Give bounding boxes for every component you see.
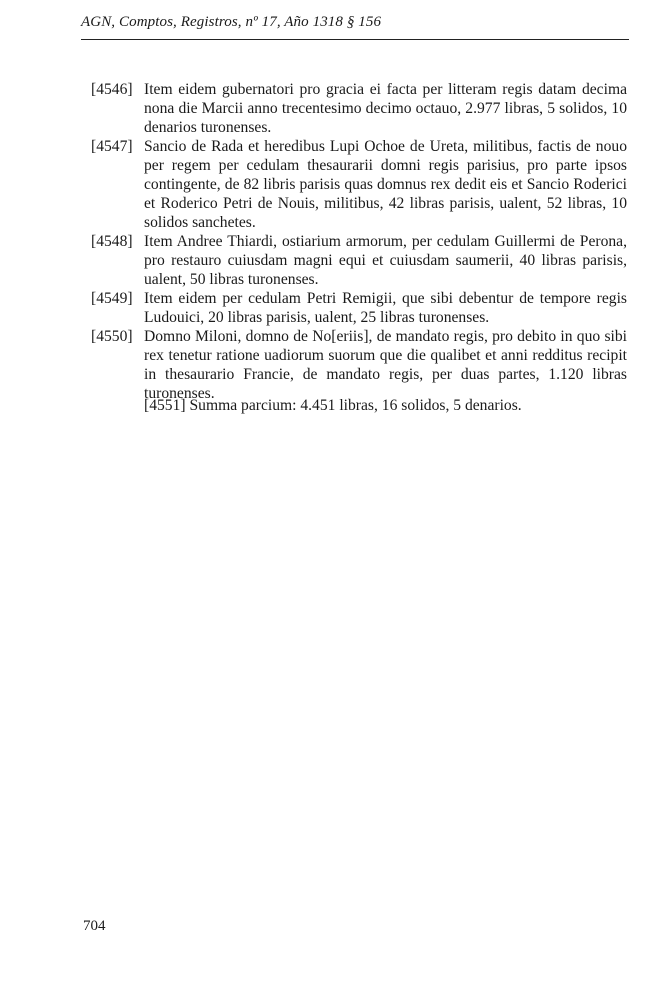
entry-text: Item Andree Thiardi, ostiarium armorum, per cedulam Guillermi de Perona, pro restauro cuiusdam magni equi et cuiusdam saumerii, 40 libras parisis, ualent, 50 libras turonenses. [144,233,627,288]
entry-text: Item eidem gubernatori pro gracia ei facta per litteram regis datam decima nona die Marcii anno trecentesimo decimo octauo, 2.977 libras, 5 solidos, 10 denarios turonenses. [144,81,627,136]
summa-total [144,396,522,415]
summa-number: [4551] [144,397,186,414]
entry-4550 [91,327,627,403]
entry-number: [4550] [91,328,133,345]
entry-4548 [91,232,627,289]
entry-4547 [91,137,627,232]
entry-number: [4546] [91,81,133,98]
entry-4546 [91,80,627,137]
header-rule [81,39,629,40]
page-number: 704 [83,918,106,934]
entry-text: Item eidem per cedulam Petri Remigii, que sibi debentur de tempore regis Ludouici, 20 libras parisis, ualent, 25 libras turonenses. [144,290,627,326]
entry-number: [4549] [91,290,133,307]
entry-text: Domno Miloni, domno de No[eriis], de mandato regis, pro debito in quo sibi rex tenetur ratione uadiorum suorum que die qualibet et anni redditus recipit in thesaurario Francie, de mandato regis, per duas partes, 1.120 libras turonenses. [144,328,627,402]
entry-number: [4547] [91,138,133,155]
entry-number: [4548] [91,233,133,250]
entries-list [91,80,627,403]
entry-text: Sancio de Rada et heredibus Lupi Ochoe de Ureta, militibus, factis de nouo per regem per cedulam thesaurarii domni regis parisius, pro parte ipsos contingente, de 82 libris parisis quas domnus rex dedit eis et Sancio Roderici et Roderico Petri de Nouis, militibus, 42 libras parisis, ualent, 52 libras, 10 solidos sanchetes. [144,138,627,231]
entry-4549 [91,289,627,327]
summa-text: Summa parcium: 4.451 libras, 16 solidos, 5 denarios. [189,397,522,414]
running-head: AGN, Comptos, Registros, nº 17, Año 1318 § 156 [81,14,382,30]
